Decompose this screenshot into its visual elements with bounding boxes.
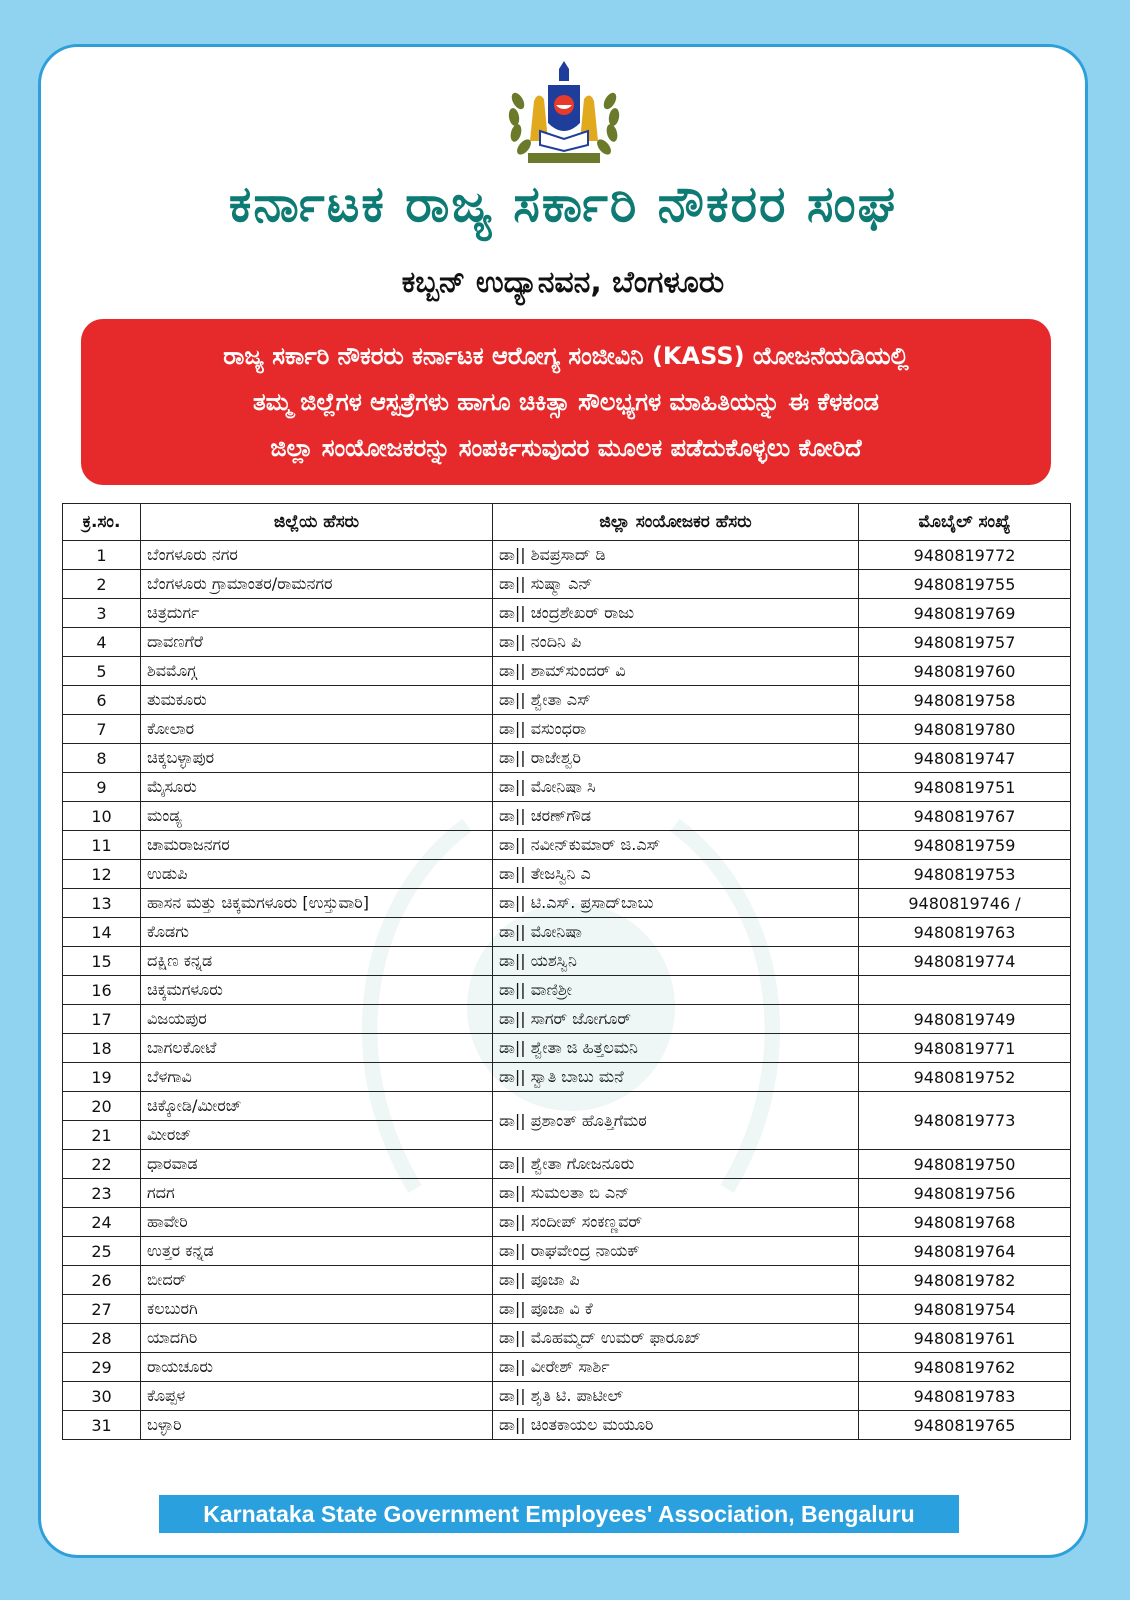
district-cell: ಚಿಕ್ಕೋಡಿ/ಮೀರಜ್ <box>141 1092 493 1121</box>
coordinator-cell: ಡಾ|| ಪೂಜಾ ವಿ ಕೆ <box>493 1295 859 1324</box>
table-row <box>63 1324 1071 1353</box>
table-row <box>63 1034 1071 1063</box>
mobile-cell: 9480819768 <box>859 1208 1071 1237</box>
district-cell: ಹಾಸನ ಮತ್ತು ಚಿಕ್ಕಮಗಳೂರು [ಉಸ್ತುವಾರಿ] <box>141 889 493 918</box>
table-row <box>63 541 1071 570</box>
serial-cell: 12 <box>63 860 141 889</box>
district-cell: ಬೆಳಗಾವಿ <box>141 1063 493 1092</box>
table-row <box>63 715 1071 744</box>
coordinator-cell: ಡಾ|| ಸುಷ್ಮಾ ಎನ್ <box>493 570 859 599</box>
mobile-cell: 9480819762 <box>859 1353 1071 1382</box>
mobile-cell: 9480819783 <box>859 1382 1071 1411</box>
district-cell: ಕಲಬುರಗಿ <box>141 1295 493 1324</box>
notice-line: ಜಿಲ್ಲಾ ಸಂಯೋಜಕರನ್ನು ಸಂಪರ್ಕಿಸುವುದರ ಮೂಲಕ ಪಡೆದುಕೊಳ್ಳಲು ಕೋರಿದೆ <box>270 434 862 462</box>
table-row <box>63 1295 1071 1324</box>
coordinator-cell: ಡಾ|| ಶ್ವೇತಾ ಗೋಜನೂರು <box>493 1150 859 1179</box>
serial-cell: 10 <box>63 802 141 831</box>
serial-cell: 31 <box>63 1411 141 1440</box>
mobile-cell: 9480819759 <box>859 831 1071 860</box>
table-row <box>63 860 1071 889</box>
serial-cell: 23 <box>63 1179 141 1208</box>
serial-cell: 19 <box>63 1063 141 1092</box>
district-cell: ಚಿತ್ರದುರ್ಗ <box>141 599 493 628</box>
coordinator-cell: ಡಾ|| ಮೊಹಮ್ಮದ್ ಉಮರ್ ಫಾರೂಖ್ <box>493 1324 859 1353</box>
serial-cell: 9 <box>63 773 141 802</box>
district-cell: ಕೋಲಾರ <box>141 715 493 744</box>
table-row <box>63 657 1071 686</box>
coordinator-cell: ಡಾ|| ನಂದಿನಿ ಪಿ <box>493 628 859 657</box>
coordinator-cell: ಡಾ|| ಮೋನಿಷಾ <box>493 918 859 947</box>
district-cell: ವಿಜಯಪುರ <box>141 1005 493 1034</box>
mobile-cell: 9480819761 <box>859 1324 1071 1353</box>
coordinator-cell: ಡಾ|| ತೇಜಸ್ವಿನಿ ಎ <box>493 860 859 889</box>
serial-cell: 4 <box>63 628 141 657</box>
serial-cell: 18 <box>63 1034 141 1063</box>
table-row <box>63 1208 1071 1237</box>
serial-cell: 3 <box>63 599 141 628</box>
table-row <box>63 947 1071 976</box>
notice-banner <box>81 319 1051 485</box>
table-row <box>63 628 1071 657</box>
district-cell: ದಕ್ಷಿಣ ಕನ್ನಡ <box>141 947 493 976</box>
table-row <box>63 1237 1071 1266</box>
mobile-cell: 9480819746 / <box>859 889 1071 918</box>
coordinator-cell: ಡಾ|| ಪೂಜಾ ಪಿ <box>493 1266 859 1295</box>
district-cell: ಮಂಡ್ಯ <box>141 802 493 831</box>
coordinator-cell: ಡಾ|| ಸುಮಲತಾ ಬಿ ಎನ್ <box>493 1179 859 1208</box>
serial-cell: 27 <box>63 1295 141 1324</box>
table-row <box>63 686 1071 715</box>
header-mobile: ಮೊಬೈಲ್ ಸಂಖ್ಯೆ <box>859 504 1071 541</box>
coordinator-cell: ಡಾ|| ವೀರೇಶ್ ಸಾರ್ಶಿ <box>493 1353 859 1382</box>
serial-cell: 26 <box>63 1266 141 1295</box>
serial-cell: 28 <box>63 1324 141 1353</box>
mobile-cell: 9480819769 <box>859 599 1071 628</box>
district-cell: ಹಾವೇರಿ <box>141 1208 493 1237</box>
association-address: ಕಬ್ಬನ್ ಉದ್ಯಾನವನ, ಬೆಂಗಳೂರು <box>401 265 725 300</box>
mobile-cell: 9480819750 <box>859 1150 1071 1179</box>
coordinator-cell: ಡಾ|| ಮೋನಿಷಾ ಸಿ <box>493 773 859 802</box>
district-cell: ತುಮಕೂರು <box>141 686 493 715</box>
serial-cell: 13 <box>63 889 141 918</box>
serial-cell: 2 <box>63 570 141 599</box>
coordinator-cell: ಡಾ|| ಚಂದ್ರಶೇಖರ್ ರಾಜು <box>493 599 859 628</box>
coordinator-cell: ಡಾ|| ನವೀನ್‌ಕುಮಾರ್ ಜಿ.ಎಸ್ <box>493 831 859 860</box>
mobile-cell: 9480819749 <box>859 1005 1071 1034</box>
mobile-cell: 9480819755 <box>859 570 1071 599</box>
table-row <box>63 599 1071 628</box>
serial-cell: 22 <box>63 1150 141 1179</box>
serial-cell: 1 <box>63 541 141 570</box>
coordinator-cell: ಡಾ|| ಯಶಸ್ವಿನಿ <box>493 947 859 976</box>
mobile-cell: 9480819752 <box>859 1063 1071 1092</box>
mobile-cell: 9480819772 <box>859 541 1071 570</box>
serial-cell: 11 <box>63 831 141 860</box>
serial-cell: 25 <box>63 1237 141 1266</box>
table-row <box>63 773 1071 802</box>
district-cell: ಗದಗ <box>141 1179 493 1208</box>
district-cell: ಬಾಗಲಕೋಟೆ <box>141 1034 493 1063</box>
coordinator-cell: ಡಾ|| ಶ್ವೇತಾ ಎಸ್ <box>493 686 859 715</box>
mobile-cell: 9480819773 <box>859 1092 1071 1150</box>
table-header-row <box>63 504 1071 541</box>
poster-card <box>38 44 1088 1558</box>
district-cell: ಚಿಕ್ಕಬಳ್ಳಾಪುರ <box>141 744 493 773</box>
serial-cell: 6 <box>63 686 141 715</box>
mobile-cell: 9480819765 <box>859 1411 1071 1440</box>
mobile-cell: 9480819764 <box>859 1237 1071 1266</box>
serial-cell: 16 <box>63 976 141 1005</box>
coordinator-cell: ಡಾ|| ಪ್ರಶಾಂತ್ ಹೊತ್ತಿಗೆಮಠ <box>493 1092 859 1150</box>
notice-line: ರಾಜ್ಯ ಸರ್ಕಾರಿ ನೌಕರರು ಕರ್ನಾಟಕ ಆರೋಗ್ಯ ಸಂಜೀವಿನಿ (KASS) ಯೋಜನೆಯಡಿಯಲ್ಲಿ <box>223 342 909 370</box>
serial-cell: 17 <box>63 1005 141 1034</box>
table-row <box>63 1150 1071 1179</box>
mobile-cell: 9480819760 <box>859 657 1071 686</box>
table-row <box>63 976 1071 1005</box>
district-cell: ಚಿಕ್ಕಮಗಳೂರು <box>141 976 493 1005</box>
district-cell: ಧಾರವಾಡ <box>141 1150 493 1179</box>
table-row <box>63 1005 1071 1034</box>
serial-cell: 20 <box>63 1092 141 1121</box>
mobile-cell: 9480819763 <box>859 918 1071 947</box>
header-coordinator: ಜಿಲ್ಲಾ ಸಂಯೋಜಕರ ಹೆಸರು <box>493 504 859 541</box>
table-row <box>63 1353 1071 1382</box>
table-row <box>63 1063 1071 1092</box>
coordinator-cell: ಡಾ|| ಚರಣ್‌ಗೌಡ <box>493 802 859 831</box>
coordinator-cell: ಡಾ|| ಶಾಮ್‌ಸುಂದರ್ ವಿ <box>493 657 859 686</box>
mobile-cell <box>859 976 1071 1005</box>
table-row <box>63 1382 1071 1411</box>
coordinator-cell: ಡಾ|| ರಾಘವೇಂದ್ರ ನಾಯಕ್ <box>493 1237 859 1266</box>
mobile-cell: 9480819767 <box>859 802 1071 831</box>
district-cell: ಬೆಂಗಳೂರು ನಗರ <box>141 541 493 570</box>
coordinator-cell: ಡಾ|| ಚಿಂತಕಾಯಲ ಮಯೂರಿ <box>493 1411 859 1440</box>
mobile-cell: 9480819751 <box>859 773 1071 802</box>
district-cell: ಬೀದರ್ <box>141 1266 493 1295</box>
serial-cell: 15 <box>63 947 141 976</box>
district-cell: ದಾವಣಗೆರೆ <box>141 628 493 657</box>
association-title: ಕರ್ನಾಟಕ ರಾಜ್ಯ ಸರ್ಕಾರಿ ನೌಕರರ ಸಂಘ <box>228 175 898 233</box>
mobile-cell: 9480819757 <box>859 628 1071 657</box>
serial-cell: 7 <box>63 715 141 744</box>
table-row <box>63 1411 1071 1440</box>
coordinator-cell: ಡಾ|| ಸಂದೀಪ್ ಸಂಕಣ್ಣವರ್ <box>493 1208 859 1237</box>
table-row <box>63 831 1071 860</box>
header-district: ಜಿಲ್ಲೆಯ ಹೆಸರು <box>141 504 493 541</box>
district-cell: ಶಿವಮೊಗ್ಗ <box>141 657 493 686</box>
mobile-cell: 9480819754 <box>859 1295 1071 1324</box>
district-cell: ಕೊಡಗು <box>141 918 493 947</box>
mobile-cell: 9480819774 <box>859 947 1071 976</box>
district-cell: ಕೊಪ್ಪಳ <box>141 1382 493 1411</box>
serial-cell: 14 <box>63 918 141 947</box>
table-row <box>63 918 1071 947</box>
coordinator-cell: ಡಾ|| ಸಾಗರ್ ಜೋಗೂರ್ <box>493 1005 859 1034</box>
coordinator-cell: ಡಾ|| ವಾಣಿಶ್ರೀ <box>493 976 859 1005</box>
table-row <box>63 1266 1071 1295</box>
coordinator-cell: ಡಾ|| ಸ್ವಾತಿ ಬಾಬು ಮನೆ <box>493 1063 859 1092</box>
mobile-cell: 9480819771 <box>859 1034 1071 1063</box>
table-row <box>63 1179 1071 1208</box>
district-cell: ಉತ್ತರ ಕನ್ನಡ <box>141 1237 493 1266</box>
table-row <box>63 1092 1071 1121</box>
mobile-cell: 9480819758 <box>859 686 1071 715</box>
serial-cell: 8 <box>63 744 141 773</box>
serial-cell: 24 <box>63 1208 141 1237</box>
header-serial: ಕ್ರ.ಸಂ. <box>63 504 141 541</box>
mobile-cell: 9480819782 <box>859 1266 1071 1295</box>
coordinator-cell: ಡಾ|| ಶ್ವೇತಾ ಜಿ ಹಿತ್ತಲಮನಿ <box>493 1034 859 1063</box>
coordinator-cell: ಡಾ|| ಶಿವಪ್ರಸಾದ್ ಡಿ <box>493 541 859 570</box>
serial-cell: 21 <box>63 1121 141 1150</box>
district-cell: ಬಳ್ಳಾರಿ <box>141 1411 493 1440</box>
serial-cell: 5 <box>63 657 141 686</box>
mobile-cell: 9480819747 <box>859 744 1071 773</box>
serial-cell: 30 <box>63 1382 141 1411</box>
coordinator-cell: ಡಾ|| ಶೃತಿ ಟಿ. ಪಾಟೀಲ್ <box>493 1382 859 1411</box>
coordinator-cell: ಡಾ|| ಟಿ.ಎಸ್. ಪ್ರಸಾದ್‌ಬಾಬು <box>493 889 859 918</box>
district-cell: ಚಾಮರಾಜನಗರ <box>141 831 493 860</box>
coordinator-cell: ಡಾ|| ವಸುಂಧರಾ <box>493 715 859 744</box>
table-row <box>63 889 1071 918</box>
district-cell: ಮೀರಜ್ <box>141 1121 493 1150</box>
table-row <box>63 802 1071 831</box>
serial-cell: 29 <box>63 1353 141 1382</box>
mobile-cell: 9480819780 <box>859 715 1071 744</box>
district-cell: ಬೆಂಗಳೂರು ಗ್ರಾಮಾಂತರ/ರಾಮನಗರ <box>141 570 493 599</box>
district-cell: ಉಡುಪಿ <box>141 860 493 889</box>
association-emblem-icon <box>504 61 624 169</box>
coordinators-table <box>62 503 1071 1440</box>
notice-line: ತಮ್ಮ ಜಿಲ್ಲೆಗಳ ಆಸ್ಪತ್ರೆಗಳು ಹಾಗೂ ಚಿಕಿತ್ಸಾ ಸೌಲಭ್ಯಗಳ ಮಾಹಿತಿಯನ್ನು ಈ ಕೆಳಕಂಡ <box>253 388 879 416</box>
coordinator-cell: ಡಾ|| ರಾಜೇಶ್ವರಿ <box>493 744 859 773</box>
district-cell: ಯಾದಗಿರಿ <box>141 1324 493 1353</box>
district-cell: ರಾಯಚೂರು <box>141 1353 493 1382</box>
district-cell: ಮೈಸೂರು <box>141 773 493 802</box>
mobile-cell: 9480819753 <box>859 860 1071 889</box>
mobile-cell: 9480819756 <box>859 1179 1071 1208</box>
table-row <box>63 570 1071 599</box>
footer-banner: Karnataka State Government Employees' Association, Bengaluru <box>159 1495 959 1533</box>
table-row <box>63 744 1071 773</box>
